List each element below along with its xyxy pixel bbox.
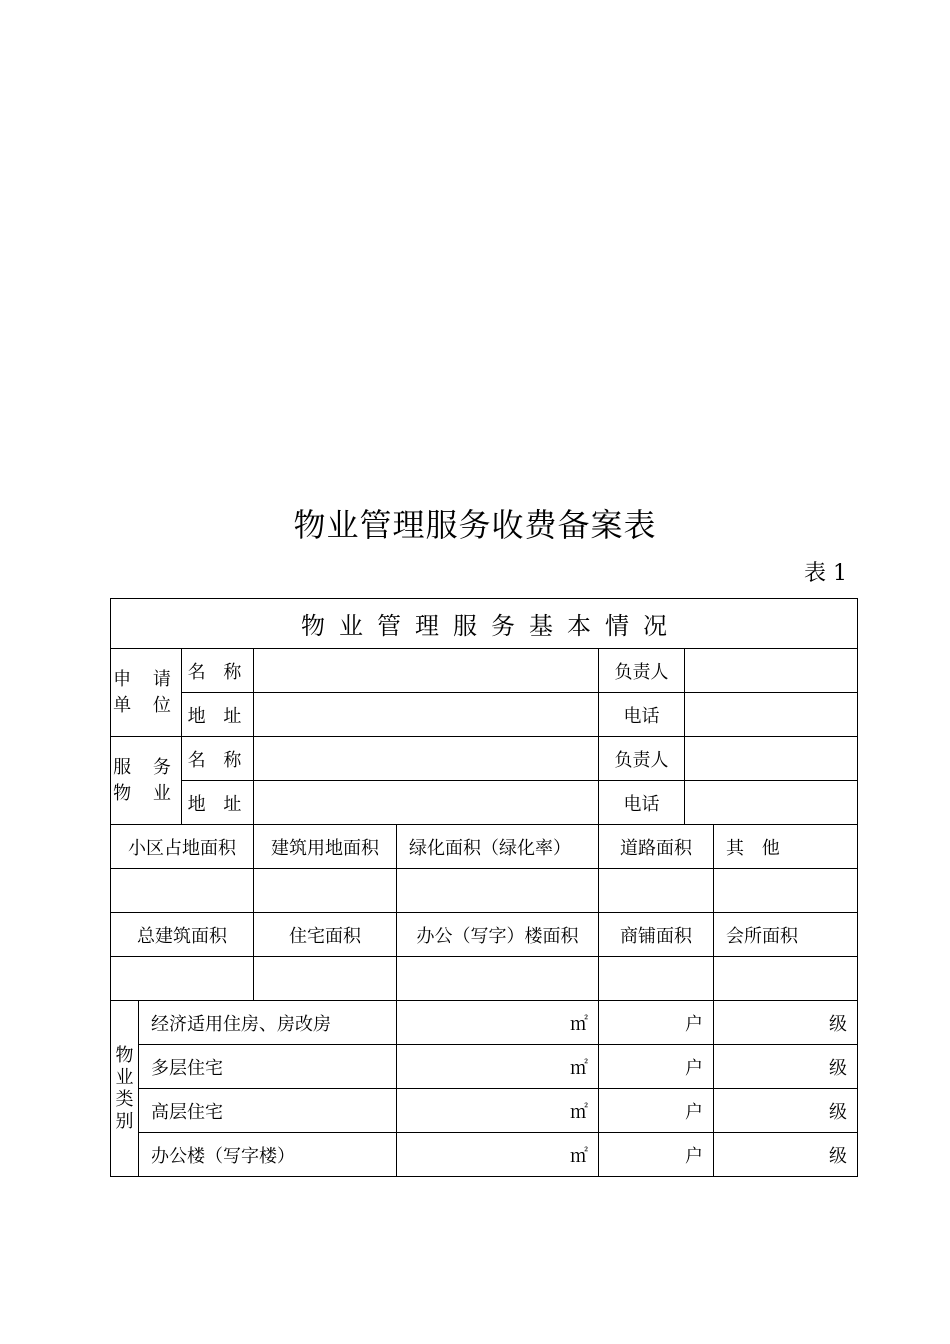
grade-unit[interactable]: 级 (714, 1089, 858, 1133)
property-type-char: 类 (115, 1088, 134, 1110)
area-header-residential: 住宅面积 (254, 913, 397, 957)
area-value-site[interactable] (111, 869, 254, 913)
area-unit[interactable]: ㎡ (397, 1001, 599, 1045)
section-header: 物业管理服务基本情况 (111, 599, 858, 649)
households-unit[interactable]: 户 (599, 1001, 714, 1045)
service-name-field[interactable] (254, 737, 599, 781)
grade-unit[interactable]: 级 (714, 1001, 858, 1045)
area-header-other: 其 他 (714, 825, 858, 869)
service-name-label: 名 称 (182, 737, 254, 781)
households-unit[interactable]: 户 (599, 1089, 714, 1133)
area-value-office[interactable] (397, 957, 599, 1001)
service-phone-label: 电话 (599, 781, 685, 825)
document-title: 物业管理服务收费备案表 (293, 506, 657, 544)
service-group-line1: 服 务 (113, 756, 179, 778)
area-value-road[interactable] (599, 869, 714, 913)
applicant-name-field[interactable] (254, 649, 599, 693)
area-value-residential[interactable] (254, 957, 397, 1001)
grade-unit[interactable]: 级 (714, 1045, 858, 1089)
households-unit[interactable]: 户 (599, 1045, 714, 1089)
service-address-label: 地 址 (182, 781, 254, 825)
applicant-phone-field[interactable] (685, 693, 858, 737)
households-unit[interactable]: 户 (599, 1133, 714, 1177)
area-value-total-building[interactable] (111, 957, 254, 1001)
area-header-site: 小区占地面积 (111, 825, 254, 869)
area-value-building-land[interactable] (254, 869, 397, 913)
property-type-label (111, 1001, 139, 1177)
property-type-char: 业 (115, 1066, 134, 1088)
area-unit[interactable]: ㎡ (397, 1045, 599, 1089)
applicant-group-line1: 申 请 (113, 668, 179, 690)
applicant-group-label (111, 649, 182, 737)
area-value-other[interactable] (714, 869, 858, 913)
grade-unit[interactable]: 级 (714, 1133, 858, 1177)
area-unit[interactable]: ㎡ (397, 1089, 599, 1133)
property-type-row-office: 办公楼（写字楼） (139, 1133, 397, 1177)
area-header-road: 道路面积 (599, 825, 714, 869)
area-header-green: 绿化面积（绿化率） (397, 825, 599, 869)
service-person-label: 负责人 (599, 737, 685, 781)
service-address-field[interactable] (254, 781, 599, 825)
property-type-row-multistorey: 多层住宅 (139, 1045, 397, 1089)
applicant-address-label: 地 址 (182, 693, 254, 737)
area-value-shops[interactable] (599, 957, 714, 1001)
area-value-green[interactable] (397, 869, 599, 913)
area-header-clubhouse: 会所面积 (714, 913, 858, 957)
filing-form-table (110, 598, 858, 1177)
applicant-phone-label: 电话 (599, 693, 685, 737)
applicant-group-line2: 单 位 (113, 694, 179, 716)
property-type-row-highrise: 高层住宅 (139, 1089, 397, 1133)
service-phone-field[interactable] (685, 781, 858, 825)
applicant-name-label: 名 称 (182, 649, 254, 693)
area-value-clubhouse[interactable] (714, 957, 858, 1001)
property-type-char: 物 (115, 1044, 134, 1066)
applicant-person-label: 负责人 (599, 649, 685, 693)
applicant-address-field[interactable] (254, 693, 599, 737)
area-header-building-land: 建筑用地面积 (254, 825, 397, 869)
area-header-office: 办公（写字）楼面积 (397, 913, 599, 957)
table-number: 表 1 (804, 561, 847, 586)
service-person-field[interactable] (685, 737, 858, 781)
service-group-label (111, 737, 182, 825)
property-type-row-affordable: 经济适用住房、房改房 (139, 1001, 397, 1045)
area-header-total-building: 总建筑面积 (111, 913, 254, 957)
area-unit[interactable]: ㎡ (397, 1133, 599, 1177)
area-header-shops: 商铺面积 (599, 913, 714, 957)
property-type-char: 别 (115, 1110, 134, 1132)
applicant-person-field[interactable] (685, 649, 858, 693)
service-group-line2: 物 业 (113, 782, 179, 804)
